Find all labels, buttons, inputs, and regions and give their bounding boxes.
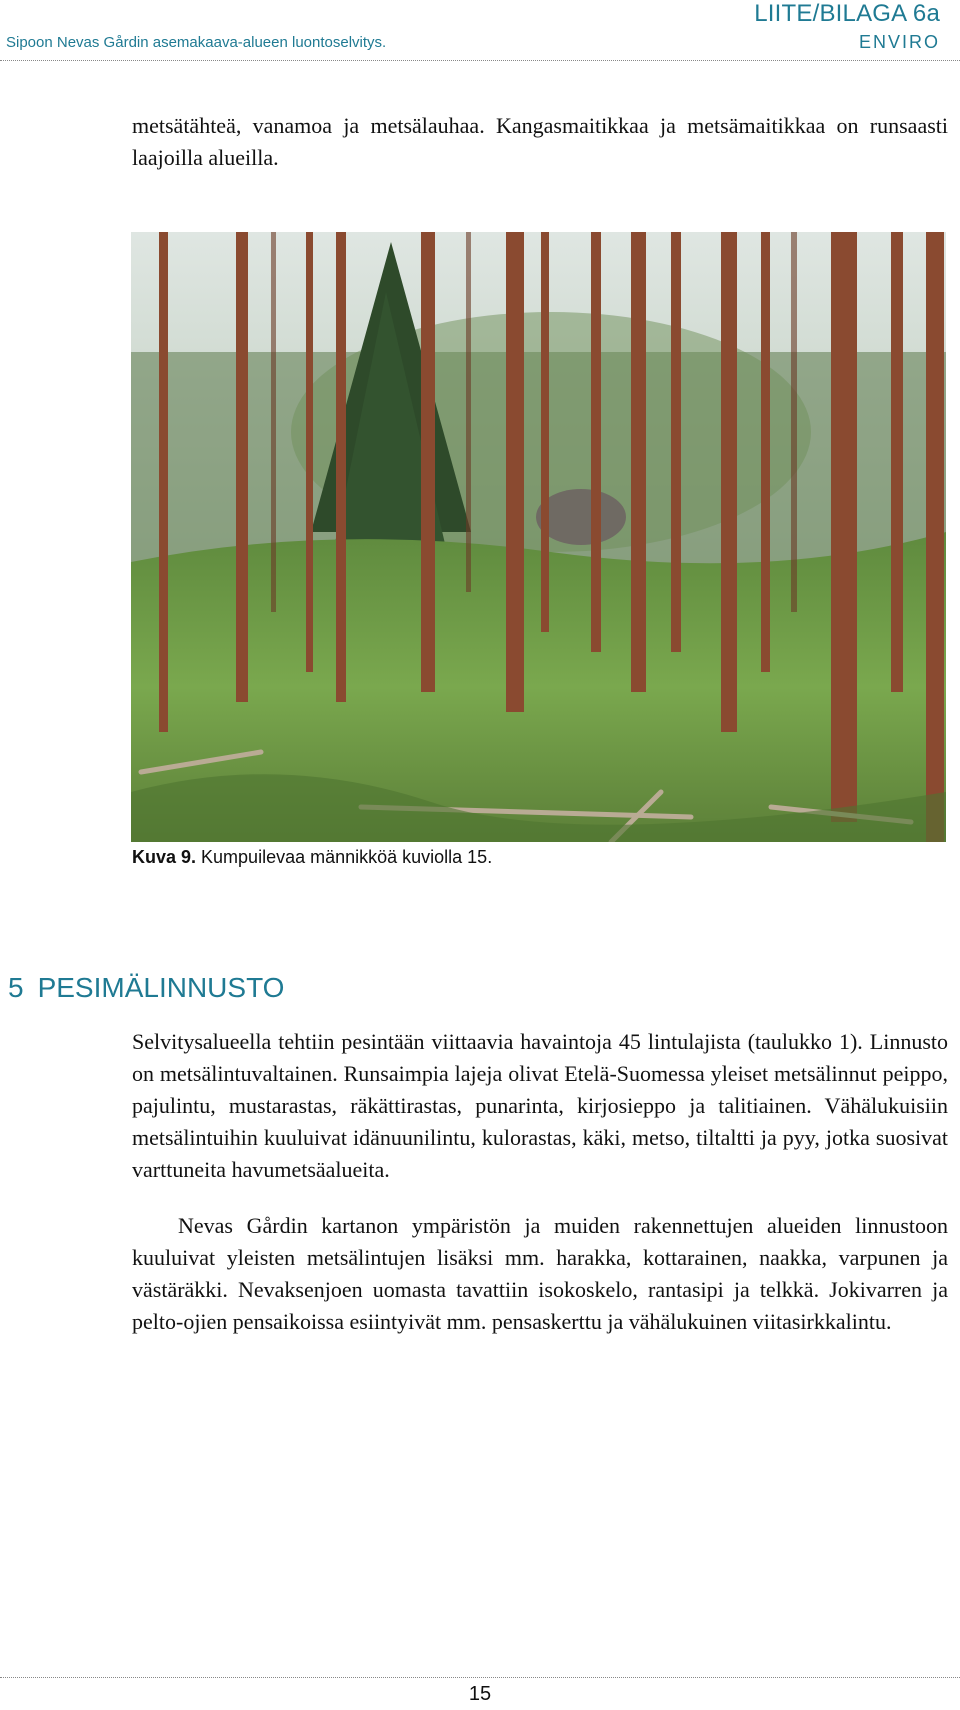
figure-caption-label: Kuva 9. bbox=[132, 847, 197, 867]
enviro-logo: ENVIRO bbox=[858, 32, 940, 52]
section-title: PESIMÄLINNUSTO bbox=[37, 972, 285, 1003]
section-paragraph-1: Selvitysalueella tehtiin pesintään viittaavia havaintoja 45 lintulajista (taulukko 1). Linnusto on metsälintuvaltainen. Runsaimpia lajeja olivat Etelä-Suomessa yleiset metsälinnut peippo, pajulintu, mustarastas, räkättirastas, punarinta, kirjosieppo ja talitiainen. Vähälukuisiin metsälintuihin kuuluivat idänuunilintu, kulorastas, käki, metso, tiltaltti ja pyy, jotka suosivat varttuneita havumetsäalueita. bbox=[132, 1029, 948, 1182]
section-paragraph-2: Nevas Gårdin kartanon ympäristön ja muiden rakennettujen alueiden linnustoon kuuluivat yleisten metsälintujen lisäksi mm. harakka, kottarainen, naakka, varpunen ja västäräkki. Nevaksenjoen uomasta tavattiin isokoskelo, rantasipi ja telkkä. Jokivarren ja pelto-ojien pensaikoissa esiintyivät mm. pensaskerttu ja vähälukuinen viitasirkkalintu. bbox=[132, 1213, 948, 1334]
intro-paragraph: metsätähteä, vanamoa ja metsälauhaa. Kangasmaitikkaa ja metsämaitikkaa on runsaasti laajoilla alueilla. bbox=[132, 113, 948, 170]
figure-caption bbox=[132, 847, 492, 868]
section-number: 5 bbox=[8, 972, 24, 1003]
footer-divider bbox=[0, 1677, 960, 1678]
appendix-label: LIITE/BILAGA 6a bbox=[754, 0, 940, 27]
section-heading bbox=[8, 972, 284, 1004]
document-title: Sipoon Nevas Gårdin asemakaava-alueen luontoselvitys. bbox=[6, 34, 387, 51]
header-divider bbox=[0, 60, 960, 61]
figure-caption-text: Kumpuilevaa männikköä kuviolla 15. bbox=[196, 847, 493, 867]
page-number: 15 bbox=[468, 1683, 492, 1705]
forest-photo bbox=[131, 232, 946, 842]
